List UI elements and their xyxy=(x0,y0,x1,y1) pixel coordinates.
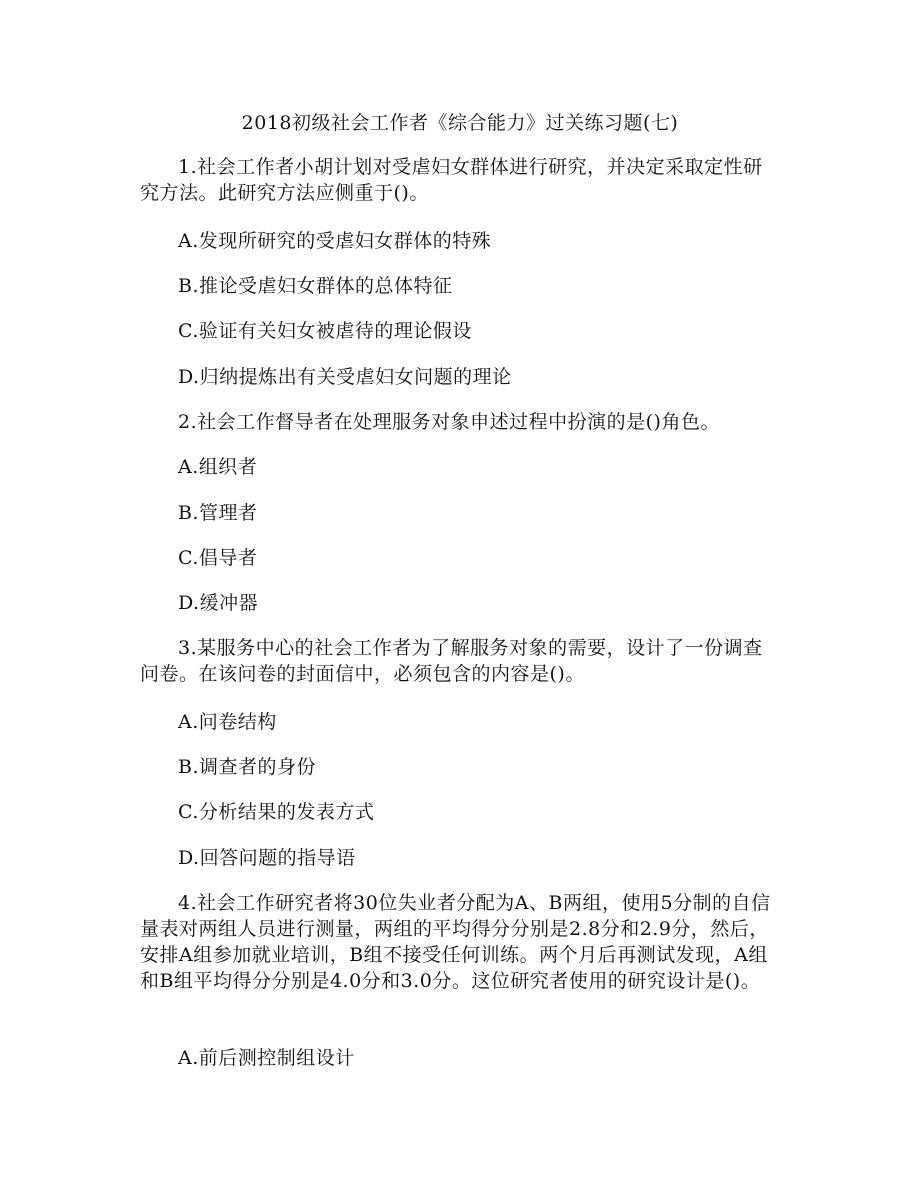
question-1-option-a: A.发现所研究的受虐妇女群体的特殊 xyxy=(178,230,492,252)
question-1-option-c: C.验证有关妇女被虐待的理论假设 xyxy=(178,320,472,342)
question-1-option-b: B.推论受虐妇女群体的总体特征 xyxy=(178,275,453,297)
question-2-option-b: B.管理者 xyxy=(178,502,258,524)
question-3-option-a: A.问卷结构 xyxy=(178,711,277,733)
question-4-stem: 4.社会工作研究者将30位失业者分配为A、B两组，使用5分制的自信量表对两组人员进行测量，两组的平均得分分别是2.8分和2.9分，然后，安排A组参加就业培训，B组不接受任何训练。两个月后再测试发现，A组和B组平均得分分别是4.0分和3.0分。这位研究者使用的研究设计是()。 xyxy=(140,892,771,992)
question-1-stem: 1.社会工作者小胡计划对受虐妇女群体进行研究，并决定采取定性研究方法。此研究方法应侧重于()。 xyxy=(140,156,763,204)
question-1-option-d: D.归纳提炼出有关受虐妇女问题的理论 xyxy=(178,366,512,388)
question-3-stem: 3.某服务中心的社会工作者为了解服务对象的需要，设计了一份调查问卷。在该问卷的封面信中，必须包含的内容是()。 xyxy=(140,637,763,685)
question-2-option-d: D.缓冲器 xyxy=(178,592,259,614)
document-title: 2018初级社会工作者《综合能力》过关练习题(七) xyxy=(241,112,679,134)
question-3-option-d: D.回答问题的指导语 xyxy=(178,847,356,869)
question-3-option-b: B.调查者的身份 xyxy=(178,756,317,778)
question-3-option-c: C.分析结果的发表方式 xyxy=(178,801,375,823)
question-2-option-c: C.倡导者 xyxy=(178,547,258,569)
question-2-stem: 2.社会工作督导者在处理服务对象申述过程中扮演的是()角色。 xyxy=(178,411,720,433)
question-2-option-a: A.组织者 xyxy=(178,456,258,478)
question-4-option-a: A.前后测控制组设计 xyxy=(178,1047,355,1069)
